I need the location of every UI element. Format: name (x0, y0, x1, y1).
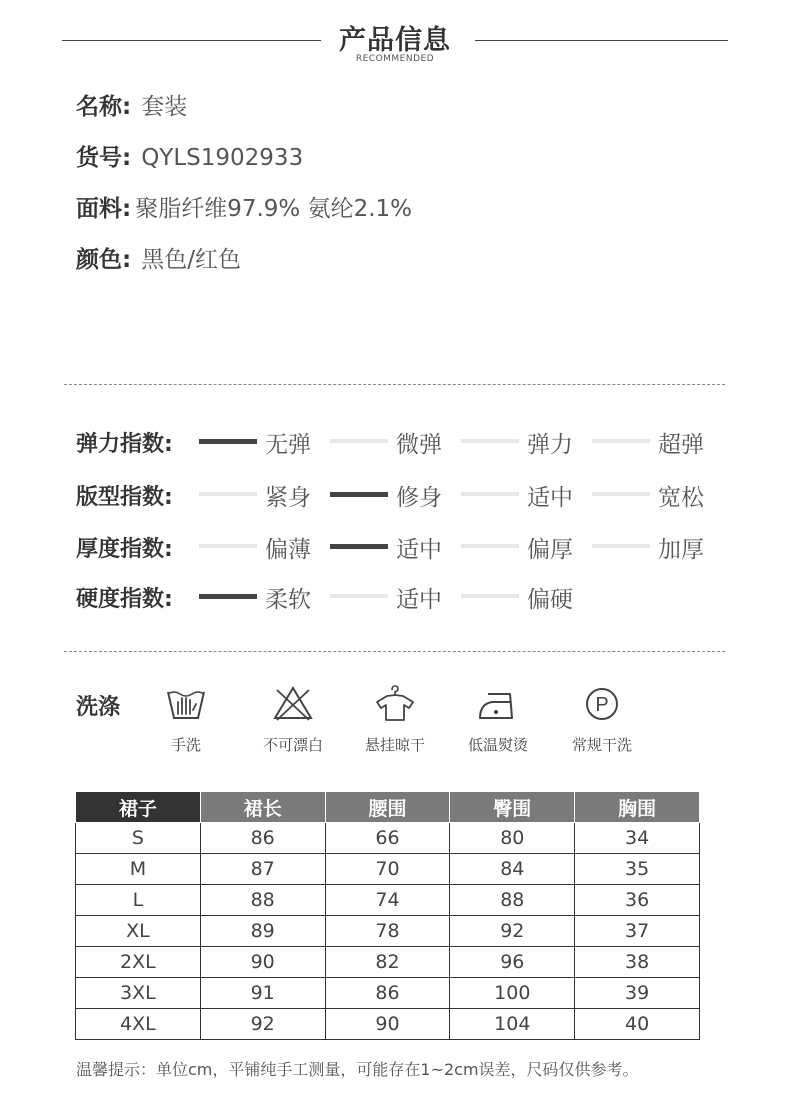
table-cell: 82 (325, 947, 450, 978)
table-header-cell: 臀围 (450, 792, 575, 823)
index-bar (461, 439, 519, 443)
index-option: 柔软 (265, 587, 311, 613)
page-title: 产品信息 (339, 25, 451, 56)
wash-label: 悬挂晾干 (364, 736, 425, 754)
table-cell: 66 (325, 823, 450, 854)
index-option: 适中 (396, 537, 442, 563)
hand-wash-icon (164, 684, 208, 724)
index-option: 修身 (396, 485, 442, 511)
info-label: 货号: (76, 145, 132, 171)
index-option: 紧身 (265, 485, 311, 511)
table-cell: 3XL (76, 978, 201, 1009)
info-row-color (76, 241, 241, 275)
measurement-note: 温馨提示：单位cm，平铺纯手工测量，可能存在1~2cm误差，尺码仅供参考。 (76, 1060, 639, 1079)
info-value: 黑色/红色 (141, 247, 241, 273)
table-cell: 70 (325, 854, 450, 885)
index-bar-selected (199, 439, 257, 444)
info-label: 颜色: (76, 247, 132, 273)
index-option: 宽松 (658, 485, 704, 511)
info-row-name (76, 88, 187, 122)
index-bar-selected (199, 594, 257, 599)
wash-item-dry-clean (552, 684, 652, 755)
table-cell: 87 (200, 854, 325, 885)
table-row (76, 854, 700, 885)
index-option: 适中 (396, 587, 442, 613)
table-cell: 86 (325, 978, 450, 1009)
table-cell: XL (76, 916, 201, 947)
table-cell: 34 (575, 823, 700, 854)
divider-dashed (64, 384, 725, 385)
table-cell: 88 (450, 885, 575, 916)
table-cell: 92 (450, 916, 575, 947)
index-option: 加厚 (658, 537, 704, 563)
info-row-fabric (76, 190, 412, 224)
index-option: 偏厚 (527, 537, 573, 563)
table-cell: 35 (575, 854, 700, 885)
size-table (75, 791, 700, 1040)
table-header-cell: 裙长 (200, 792, 325, 823)
index-bar-selected (330, 492, 388, 497)
page-subtitle: RECOMMENDED (355, 54, 435, 64)
size-table-header (76, 792, 700, 823)
index-option: 无弹 (265, 432, 311, 458)
table-cell: 2XL (76, 947, 201, 978)
wash-item-no-bleach (243, 684, 343, 755)
svg-text:P: P (595, 694, 609, 716)
table-header-cell: 胸围 (575, 792, 700, 823)
table-header-cell: 腰围 (325, 792, 450, 823)
index-bar (461, 594, 519, 598)
info-label: 名称: (76, 94, 132, 120)
no-bleach-icon (271, 684, 315, 724)
index-bar-selected (330, 544, 388, 549)
index-bar (592, 439, 650, 443)
table-cell: 96 (450, 947, 575, 978)
dry-clean-icon (580, 684, 624, 724)
wash-label: 手洗 (170, 736, 201, 754)
table-cell: 86 (200, 823, 325, 854)
table-cell: 84 (450, 854, 575, 885)
table-cell: 90 (325, 1009, 450, 1040)
index-option: 微弹 (396, 432, 442, 458)
table-cell: 40 (575, 1009, 700, 1040)
table-cell: 80 (450, 823, 575, 854)
table-row (76, 947, 700, 978)
info-value: QYLS1902933 (141, 145, 304, 171)
table-cell: 100 (450, 978, 575, 1009)
table-row (76, 916, 700, 947)
table-row (76, 978, 700, 1009)
table-cell: M (76, 854, 201, 885)
info-value: 套装 (141, 94, 188, 120)
index-bar (330, 594, 388, 598)
table-cell: S (76, 823, 201, 854)
size-table-body (76, 823, 700, 1040)
info-value: 聚脂纤维97.9% 氨纶2.1% (135, 196, 413, 222)
table-cell: 38 (575, 947, 700, 978)
index-bar (199, 544, 257, 548)
table-cell: 92 (200, 1009, 325, 1040)
table-header-cell: 裙子 (76, 792, 201, 823)
divider-dashed (64, 651, 725, 652)
index-label: 弹力指数: (76, 432, 173, 457)
low-iron-icon (476, 684, 520, 724)
info-row-sku (76, 139, 303, 173)
index-option: 偏薄 (265, 537, 311, 563)
wash-item-low-iron (448, 684, 548, 755)
info-label: 面料: (76, 196, 132, 222)
index-option: 适中 (527, 485, 573, 511)
index-bar (592, 544, 650, 548)
index-option: 偏硬 (527, 587, 573, 613)
table-cell: 104 (450, 1009, 575, 1040)
index-option: 弹力 (527, 432, 573, 458)
wash-title: 洗涤 (76, 695, 121, 720)
table-cell: 78 (325, 916, 450, 947)
table-cell: 90 (200, 947, 325, 978)
index-bar (461, 492, 519, 496)
table-row (76, 885, 700, 916)
index-label: 硬度指数: (76, 587, 173, 612)
index-bar (592, 492, 650, 496)
index-bar (199, 492, 257, 496)
table-cell: 37 (575, 916, 700, 947)
table-cell: 88 (200, 885, 325, 916)
index-label: 版型指数: (76, 485, 173, 510)
index-bar (330, 439, 388, 443)
table-cell: L (76, 885, 201, 916)
table-cell: 89 (200, 916, 325, 947)
index-option: 超弹 (658, 432, 704, 458)
wash-label: 低温熨烫 (467, 736, 528, 754)
table-row (76, 823, 700, 854)
wash-label: 不可漂白 (262, 736, 323, 754)
table-cell: 4XL (76, 1009, 201, 1040)
hang-dry-icon (373, 684, 417, 724)
index-bar (461, 544, 519, 548)
table-cell: 74 (325, 885, 450, 916)
wash-label: 常规干洗 (571, 736, 632, 754)
table-cell: 91 (200, 978, 325, 1009)
table-row (76, 1009, 700, 1040)
table-cell: 36 (575, 885, 700, 916)
wash-item-hang-dry (345, 684, 445, 755)
wash-item-hand-wash (136, 684, 236, 755)
index-label: 厚度指数: (76, 537, 173, 562)
table-cell: 39 (575, 978, 700, 1009)
